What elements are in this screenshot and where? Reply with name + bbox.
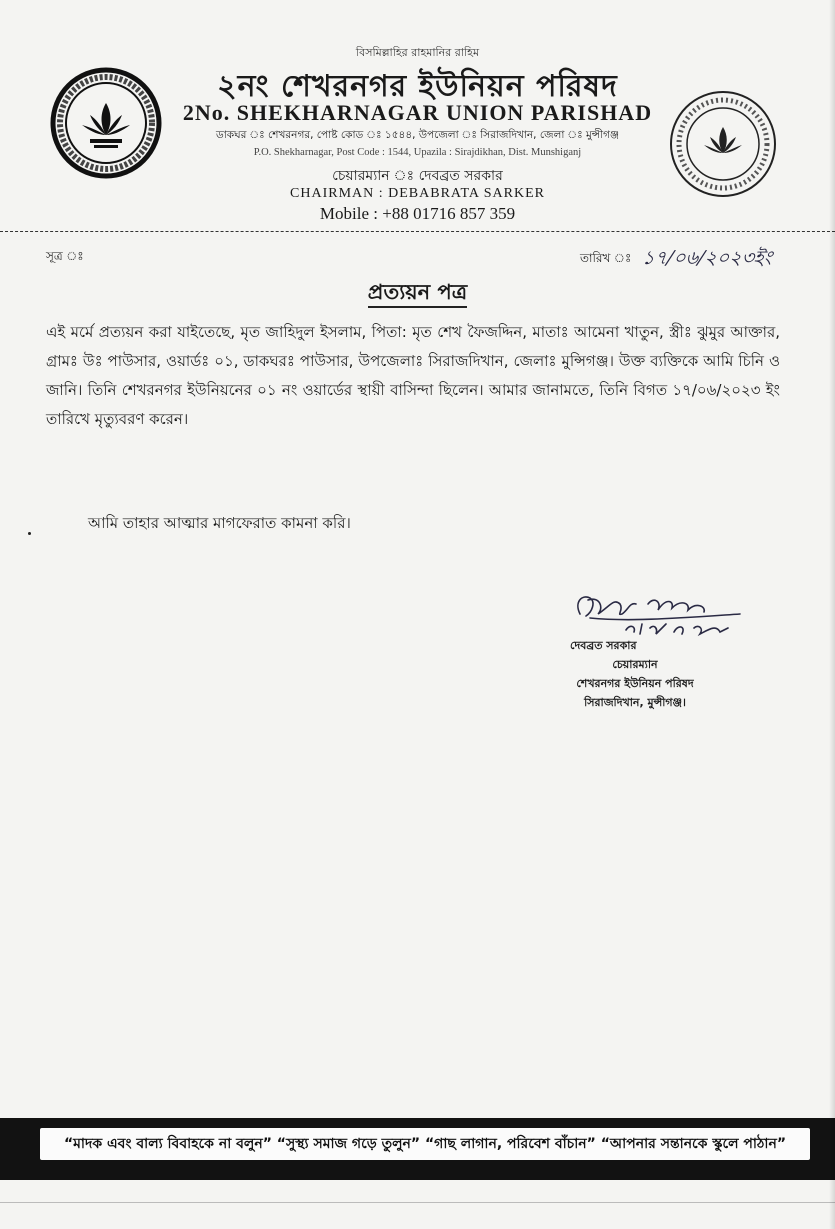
stray-mark [28, 532, 31, 535]
date-line [580, 244, 772, 276]
mobile-number: Mobile : +88 01716 857 359 [319, 204, 516, 223]
subject-text: প্রত্যয়ন পত্র [368, 280, 467, 308]
address-bangla: ডাকঘর ঃ শেখরনগর, পোষ্ট কোড ঃ ১৫৪৪, উপজেলা ঃ সিরাজদিখান, জেলা ঃ মুন্সীগঞ্জ [215, 129, 619, 141]
signature-block [560, 636, 710, 712]
signatory-location: সিরাজদিখান, মুন্সীগঞ্জ। [584, 696, 686, 709]
subject-heading [0, 276, 835, 311]
chairman-english: CHAIRMAN : DEBABRATA SARKER [290, 186, 545, 201]
date-handwritten: ১৭/০৬/২০২৩ইং [641, 247, 774, 269]
address-english: P.O. Shekharnagar, Post Code : 1544, Upazila : Sirajdikhan, Dist. Munshiganj [253, 147, 582, 158]
union-title-bangla: ২নং শেখরনগর ইউনিয়ন পরিষদ [217, 69, 618, 104]
header-divider [0, 231, 835, 232]
union-title-english: 2No. SHEKHARNAGAR UNION PARISHAD [182, 100, 653, 125]
bottom-divider [0, 1202, 835, 1203]
page-edge-shadow [829, 0, 835, 1229]
date-label: তারিখ ঃ [580, 251, 632, 265]
signatory-name: দেবব্রত সরকার [570, 639, 637, 652]
footer-slogans: “মাদক এবং বাল্য বিবাহকে না বলুন” “সুস্থ্য সমাজ গড়ে তুলুন” “গাছ লাগান, পরিবেশ বাঁচান” “আপনার সন্তানকে স্কুলে পাঠান” [40, 1128, 810, 1160]
certificate-body: এই মর্মে প্রত্যয়ন করা যাইতেছে, মৃত জাহিদুল ইসলাম, পিতা: মৃত শেখ ফৈজদ্দিন, মাতাঃ আমেনা খাতুন, স্ত্রীঃ ঝুমুর আক্তার, গ্রামঃ উঃ পাউসার, ওয়ার্ডঃ ০১, ডাকঘরঃ পাউসার, উপজেলাঃ সিরাজদিখান, জেলাঃ মুন্সিগঞ্জ। উক্ত ব্যক্তিকে আমি চিনি ও জানি। তিনি শেখরনগর ইউনিয়নের ০১ নং ওয়ার্ডের স্থায়ী বাসিন্দা ছিলেন। আমার জানামতে, তিনি বিগত ১৭/০৬/২০২৩ ইং তারিখে মৃত্যুবরণ করেন। [46, 323, 780, 428]
signatory-title: চেয়ারম্যান [612, 658, 658, 671]
bismillah-text: বিসমিল্লাহির রাহমানির রাহিম [355, 46, 480, 59]
reference-label: সূত্র ঃ [46, 249, 84, 263]
chairman-bangla: চেয়ারম্যান ঃ দেবব্রত সরকার [332, 168, 503, 184]
signatory-office: শেখরনগর ইউনিয়ন পরিষদ [576, 677, 694, 690]
closing-line: আমি তাহার আত্মার মাগফেরাত কামনা করি। [88, 514, 351, 532]
